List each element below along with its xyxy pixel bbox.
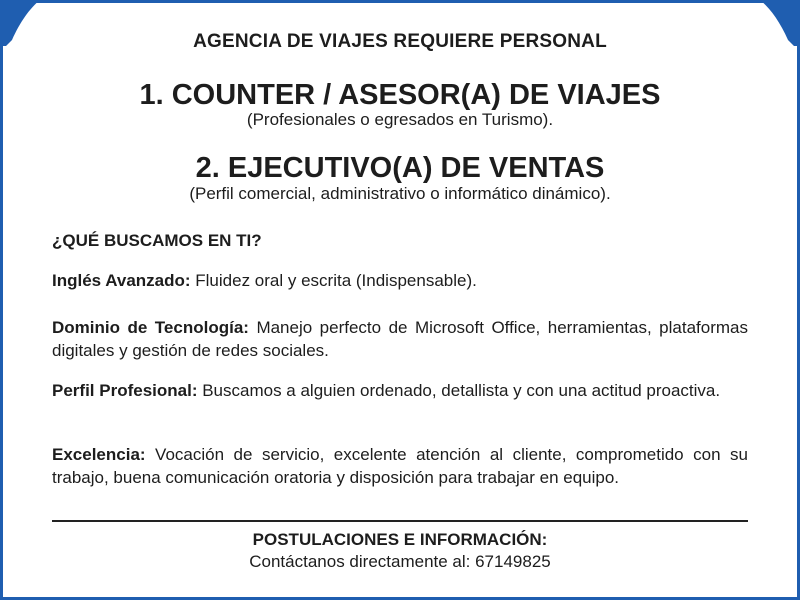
position-1-title: 1. COUNTER / ASESOR(A) DE VIAJES <box>139 79 661 111</box>
requirement-technology <box>52 316 748 362</box>
contact-heading: POSTULACIONES E INFORMACIÓN: <box>252 530 548 549</box>
requirement-label: Perfil Profesional: <box>52 381 198 400</box>
requirement-excellence <box>52 443 748 489</box>
requirement-professional-profile <box>52 379 748 402</box>
requirement-text: Manejo perfecto de Microsoft Office, herramientas, plataformas digitales y gestión de redes sociales. <box>52 318 748 360</box>
contact-phone-line: Contáctanos directamente al: 67149825 <box>249 552 551 571</box>
position-2-subtitle: (Perfil comercial, administrativo o informático dinámico). <box>189 184 611 203</box>
requirement-english <box>52 269 748 292</box>
section-divider <box>52 520 748 522</box>
position-1-subtitle: (Profesionales o egresados en Turismo). <box>246 110 554 129</box>
position-2-title: 2. EJECUTIVO(A) DE VENTAS <box>195 152 605 184</box>
requirements-heading: ¿QUÉ BUSCAMOS EN TI? <box>52 231 262 250</box>
requirement-text: Fluidez oral y escrita (Indispensable). <box>190 271 477 290</box>
requirement-label: Inglés Avanzado: <box>52 271 191 290</box>
requirement-text: Vocación de servicio, excelente atención al cliente, comprometido con su trabajo, buena comunicación oratoria y disposición para trabajar en equipo. <box>52 445 748 487</box>
flyer-header: AGENCIA DE VIAJES REQUIERE PERSONAL <box>193 31 607 52</box>
requirement-label: Dominio de Tecnología: <box>52 318 249 337</box>
requirement-label: Excelencia: <box>52 445 146 464</box>
requirement-text: Buscamos a alguien ordenado, detallista y con una actitud proactiva. <box>197 381 721 400</box>
